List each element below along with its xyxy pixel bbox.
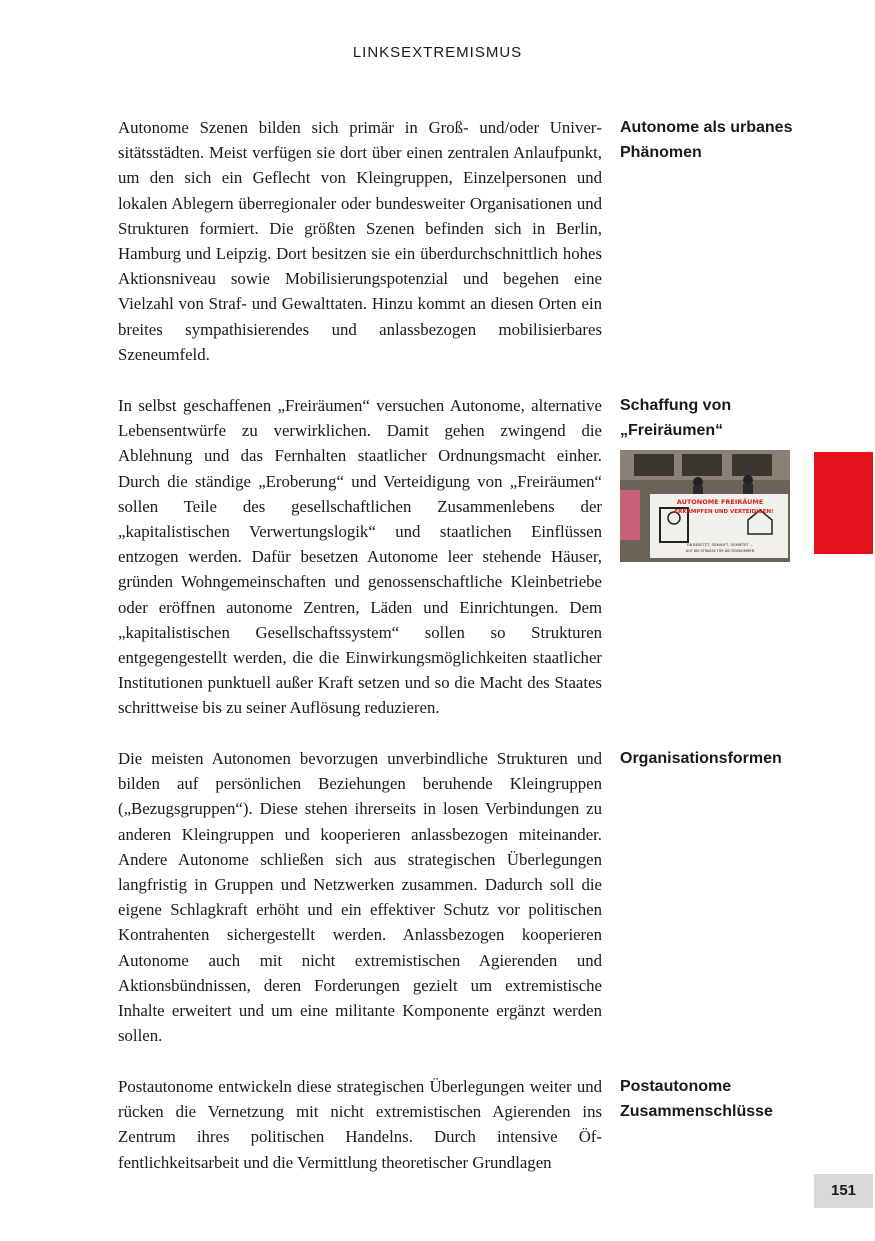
paragraph-autonome-szenen: Autonome Szenen bilden sich primär in Groß- und/oder Universitätsstädten. Meist verfügen sie dort über einen zentralen Anlaufpunkt, um den sich ein Geflecht von Kleingruppen, Einzelpersonen und lokalen Ablegern überregionaler oder bundesweiter Organisationen und Strukturen formiert. Die größten Szenen befinden sich in Berlin, Hamburg und Leipzig. Dort besitzen sie ein überdurchschnittlich hohes Aktionsniveau sowie Mobilisierungspotenzial und begehen eine Vielzahl von Straf- und Gewalttaten. Hinzu kommt an diesen Orten ein breites sympathisierendes und anlassbezogen mobilisierbares Szeneumfeld. (118, 118, 602, 364)
page-number: 151 (814, 1174, 873, 1208)
side-heading-urbanes-phaenomen: Autonome als urbanes Phänomen (620, 119, 793, 161)
banner-text-line1: AUTONOME FREIRÄUME (676, 498, 764, 506)
paragraph-freiraeume: In selbst geschaffenen „Freiräumen“ versuchen Autonome, alternative Lebensentwürfe zu verwirklichen. Damit gehen zwingend die Ablehnung und das Fernhalten staatlicher Ordnungsmacht einher. Durch die ständige „Eroberung“ und Verteidigung von „Freiräumen“ sollen Teile des gesellschaftlichen Zusammenlebens der „kapitalistischen Verwertungslogik“ und staatlichen Einflüssen entzogen werden. Dafür besetzen Autonome leer stehende Häuser, gründen Wohngemeinschaften und genossenschaftliche Kleinbetriebe oder eröffnen autonome Zentren, Läden und Einrichtungen. Dem „kapitalistischen Gesellschaftssystem“ sollen so Strukturen entgegengestellt werden, die die Einwirkungsmöglichkeiten staatlicher Institutionen punktuell außer Kraft setzen und so die Macht des Staates schrittweise bis zu seiner Auflösung reduzieren. (118, 396, 602, 718)
side-heading-freiraeume: Schaffung von „Freiräumen“ (620, 397, 732, 439)
paragraph-postautonome: Postautonome entwickeln diese strategischen Überlegungen weiter und rücken die Vernetzung mit nicht extremistischen Agierenden ins Zentrum ihres politischen Handelns. Durch intensive Öffentlichkeitsarbeit und die Vermittlung theoretischer Grundlagen (118, 1077, 602, 1172)
photo-illustration (620, 450, 790, 562)
banner-text-line2: ERKÄMPFEN UND VERTEIDIGEN! (674, 509, 774, 515)
banner-text-line3: OB BESETZT, GEKAUFT, GEMIETET ... (686, 543, 754, 547)
running-header: LINKSEXTREMISMUS (352, 44, 523, 61)
side-heading-organisationsformen: Organisationsformen (620, 750, 782, 767)
banner-text-line4: AUF DIE STRASSE FÜR DIE ROZKOMMEN (685, 549, 755, 553)
protest-banner-photo (620, 450, 790, 562)
chapter-tab-marker (814, 452, 873, 554)
paragraph-organisationsformen: Die meisten Autonomen bevorzugen unverbindliche Strukturen und bilden auf persönlichen Beziehungen beruhende Kleingruppen („Bezugsgruppen“). Diese stehen ihrerseits in losen Verbindungen zu anderen Kleingruppen und kooperieren anlassbezogen miteinander. Andere Autonome schließen sich aus strategischen Überlegungen langfristig in Gruppen und Netzwerken zusammen. Dadurch soll die eigene Schlagkraft erhöht und ein effektiver Schutz vor politischen Kontrahenten sichergestellt werden. Anlassbezogen kooperieren Autonome auch mit nicht extremistischen Agierenden und Aktionsbündnissen, deren Forderungen gezielt um extremistische Inhalte erweitert und um eine militante Komponente ergänzt werden sollen. (118, 749, 602, 1046)
side-heading-postautonome: Postautonome Zusammenschlüsse (620, 1078, 773, 1120)
